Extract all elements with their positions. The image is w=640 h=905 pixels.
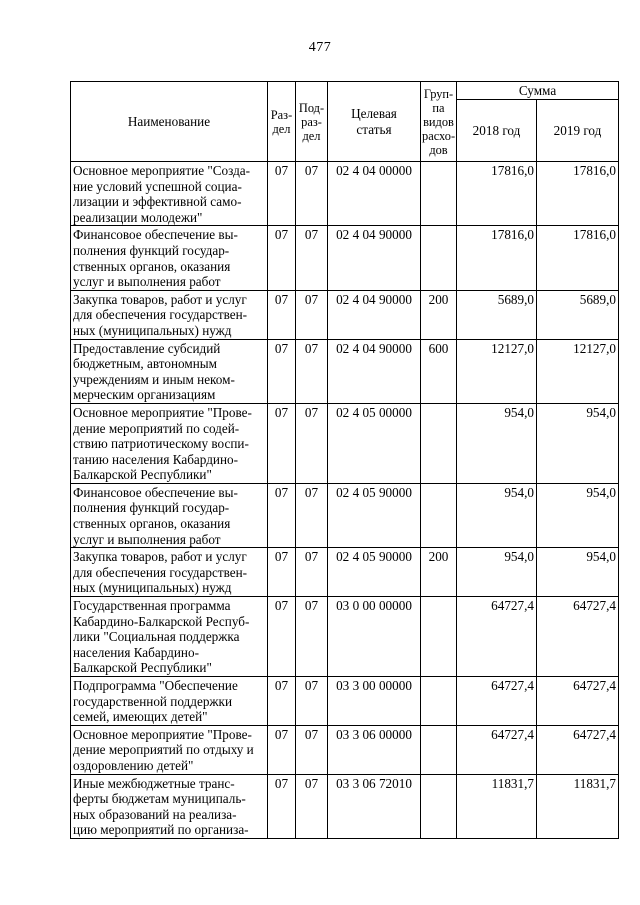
row-target xyxy=(328,677,421,726)
row-amount-2018 xyxy=(457,226,537,290)
row-name-text: Закупка товаров, работ и услуг для обеспечения государствен- ных (муниципальных) нужд xyxy=(73,291,248,338)
row-target xyxy=(328,226,421,290)
row-amount-2019-text: 954,0 xyxy=(586,549,616,565)
row-name xyxy=(71,774,268,838)
row-amount-2019-text: 11831,7 xyxy=(573,775,616,791)
row-amount-2018 xyxy=(457,162,537,226)
row-subsection-text: 07 xyxy=(304,549,319,565)
row-amount-2018-text: 17816,0 xyxy=(491,163,534,178)
row-amount-2018-text: 12127,0 xyxy=(491,340,534,356)
row-group-text: 200 xyxy=(428,291,449,307)
row-amount-2018-text: 64727,4 xyxy=(491,678,534,693)
row-section xyxy=(268,290,296,339)
row-section-text: 07 xyxy=(274,726,289,742)
row-group xyxy=(421,597,457,677)
row-target-text: 03 0 00 00000 xyxy=(336,598,412,614)
row-name xyxy=(71,483,268,547)
row-name xyxy=(71,226,268,290)
row-target xyxy=(328,774,421,838)
header-year-2018: 2018 год xyxy=(457,100,537,162)
table-row xyxy=(71,339,619,403)
row-amount-2019-text: 64727,4 xyxy=(573,726,616,742)
table-row xyxy=(71,162,619,226)
row-name-text: Финансовое обеспечение вы- полнения функций государ- ственных органов, оказания услуг и выполнения работ xyxy=(73,227,238,290)
header-year-2019: 2019 год xyxy=(537,100,619,162)
row-amount-2018 xyxy=(457,677,537,726)
row-section xyxy=(268,162,296,226)
row-amount-2018 xyxy=(457,483,537,547)
row-amount-2018-text: 954,0 xyxy=(504,404,534,420)
row-section-text: 07 xyxy=(274,598,289,614)
row-subsection-text: 07 xyxy=(304,678,319,693)
header-sum: Сумма xyxy=(457,82,619,100)
row-target-text: 02 4 04 00000 xyxy=(336,163,412,178)
row-target-text: 03 3 00 00000 xyxy=(336,678,412,693)
row-target xyxy=(328,162,421,226)
row-target xyxy=(328,548,421,597)
row-group xyxy=(421,290,457,339)
row-target-text: 02 4 05 00000 xyxy=(336,404,412,420)
row-name-text: Финансовое обеспечение вы- полнения функций государ- ственных органов, оказания услуг и выполнения работ xyxy=(73,484,238,547)
row-section xyxy=(268,226,296,290)
row-subsection-text: 07 xyxy=(304,598,319,614)
row-name-text: Подпрограмма "Обеспечение государственной поддержки семей, имеющих детей" xyxy=(73,678,238,725)
header-subsection: Под- раз- дел xyxy=(296,82,328,162)
row-section-text: 07 xyxy=(274,404,289,420)
row-group xyxy=(421,677,457,726)
row-subsection-text: 07 xyxy=(304,227,319,243)
row-group xyxy=(421,483,457,547)
row-subsection xyxy=(296,290,328,339)
row-name-text: Основное мероприятие "Созда- ние условий успешной социа- лизации и эффективной само- реализации молодежи" xyxy=(73,163,251,225)
row-name-text: Закупка товаров, работ и услуг для обеспечения государствен- ных (муниципальных) нужд xyxy=(73,549,248,596)
row-group xyxy=(421,339,457,403)
row-section xyxy=(268,677,296,726)
table-row xyxy=(71,548,619,597)
row-section-text: 07 xyxy=(274,163,289,178)
row-subsection-text: 07 xyxy=(304,291,319,307)
row-subsection-text: 07 xyxy=(304,775,319,791)
row-amount-2019-text: 954,0 xyxy=(586,404,616,420)
row-amount-2019-text: 954,0 xyxy=(586,484,616,500)
row-amount-2019-text: 17816,0 xyxy=(573,163,616,178)
row-amount-2019-text: 5689,0 xyxy=(579,291,616,307)
row-subsection xyxy=(296,677,328,726)
row-subsection xyxy=(296,774,328,838)
row-target xyxy=(328,290,421,339)
row-section xyxy=(268,403,296,483)
row-amount-2019 xyxy=(537,403,619,483)
row-section-text: 07 xyxy=(274,227,289,243)
row-group xyxy=(421,226,457,290)
page-number: 477 xyxy=(308,40,332,55)
row-amount-2019 xyxy=(537,677,619,726)
row-amount-2019 xyxy=(537,725,619,774)
table-row xyxy=(71,226,619,290)
row-name xyxy=(71,548,268,597)
table-row xyxy=(71,290,619,339)
table-row xyxy=(71,483,619,547)
table-row xyxy=(71,403,619,483)
row-amount-2018-text: 64727,4 xyxy=(491,726,534,742)
row-name xyxy=(71,725,268,774)
row-section-text: 07 xyxy=(274,340,289,356)
budget-table xyxy=(70,81,619,839)
row-group xyxy=(421,725,457,774)
header-target: Целевая статья xyxy=(328,82,421,162)
row-amount-2019 xyxy=(537,290,619,339)
row-subsection-text: 07 xyxy=(304,726,319,742)
row-target-text: 02 4 05 90000 xyxy=(336,549,412,565)
row-amount-2019-text: 64727,4 xyxy=(573,598,616,614)
row-section-text: 07 xyxy=(274,291,289,307)
row-name xyxy=(71,677,268,726)
header-group: Груп- па видов расхо- дов xyxy=(421,82,457,162)
row-amount-2018 xyxy=(457,403,537,483)
row-subsection-text: 07 xyxy=(304,404,319,420)
row-amount-2018 xyxy=(457,597,537,677)
row-target-text: 02 4 04 90000 xyxy=(336,340,412,356)
row-amount-2018 xyxy=(457,725,537,774)
row-name-text: Государственная программа Кабардино-Балкарской Респуб- лики "Социальная поддержка населения Кабардино- Балкарской Республики" xyxy=(73,598,250,676)
table-row xyxy=(71,774,619,838)
header-name: Наименование xyxy=(71,82,268,162)
row-amount-2018 xyxy=(457,290,537,339)
row-amount-2018-text: 11831,7 xyxy=(491,775,534,791)
row-target-text: 02 4 04 90000 xyxy=(336,291,412,307)
row-amount-2018-text: 954,0 xyxy=(504,549,534,565)
table-header xyxy=(71,82,619,162)
row-subsection-text: 07 xyxy=(304,163,319,178)
row-amount-2019 xyxy=(537,339,619,403)
table-row xyxy=(71,597,619,677)
row-name xyxy=(71,597,268,677)
row-amount-2018-text: 5689,0 xyxy=(497,291,534,307)
row-subsection xyxy=(296,226,328,290)
row-target-text: 02 4 04 90000 xyxy=(336,227,412,243)
row-amount-2019-text: 12127,0 xyxy=(573,340,616,356)
row-amount-2019 xyxy=(537,597,619,677)
row-subsection-text: 07 xyxy=(304,340,319,356)
row-section xyxy=(268,597,296,677)
row-target xyxy=(328,725,421,774)
row-target xyxy=(328,597,421,677)
row-amount-2018 xyxy=(457,339,537,403)
row-section xyxy=(268,483,296,547)
row-target xyxy=(328,339,421,403)
row-section xyxy=(268,339,296,403)
row-subsection xyxy=(296,403,328,483)
table-row xyxy=(71,677,619,726)
row-target xyxy=(328,483,421,547)
row-name xyxy=(71,290,268,339)
header-section: Раз- дел xyxy=(268,82,296,162)
row-amount-2018-text: 64727,4 xyxy=(491,598,534,614)
table-row xyxy=(71,725,619,774)
row-group-text: 200 xyxy=(428,549,449,565)
row-section xyxy=(268,774,296,838)
row-amount-2019 xyxy=(537,483,619,547)
row-section xyxy=(268,725,296,774)
row-name xyxy=(71,403,268,483)
row-target-text: 02 4 05 90000 xyxy=(336,484,412,500)
row-section-text: 07 xyxy=(274,484,289,500)
row-amount-2019 xyxy=(537,162,619,226)
row-amount-2019 xyxy=(537,774,619,838)
row-amount-2019-text: 64727,4 xyxy=(573,678,616,693)
row-name-text: Предоставление субсидий бюджетным, автономным учреждениям и иным неком- мерческим организациям xyxy=(73,340,235,403)
row-target-text: 03 3 06 00000 xyxy=(336,726,412,742)
row-subsection xyxy=(296,483,328,547)
row-subsection-text: 07 xyxy=(304,484,319,500)
row-section-text: 07 xyxy=(274,549,289,565)
row-name-text: Основное мероприятие "Прове- дение мероприятий по отдыху и оздоровлению детей" xyxy=(73,726,254,773)
row-name xyxy=(71,162,268,226)
row-section xyxy=(268,548,296,597)
row-amount-2018 xyxy=(457,774,537,838)
row-amount-2018 xyxy=(457,548,537,597)
row-subsection xyxy=(296,597,328,677)
row-name-text: Иные межбюджетные транс- ферты бюджетам муниципаль- ных образований на реализа- цию мероприятий по организа- xyxy=(73,775,249,838)
row-group-text: 600 xyxy=(428,340,449,356)
row-name-text: Основное мероприятие "Прове- дение мероприятий по содей- ствию патриотическому воспи- танию населения Кабардино- Балкарской Республики" xyxy=(73,404,252,483)
row-target-text: 03 3 06 72010 xyxy=(336,775,412,791)
row-section-text: 07 xyxy=(274,775,289,791)
row-name xyxy=(71,339,268,403)
row-subsection xyxy=(296,339,328,403)
row-amount-2019-text: 17816,0 xyxy=(573,227,616,243)
row-amount-2019 xyxy=(537,548,619,597)
row-target xyxy=(328,403,421,483)
row-subsection xyxy=(296,162,328,226)
row-group xyxy=(421,403,457,483)
row-group xyxy=(421,548,457,597)
row-group xyxy=(421,162,457,226)
row-group xyxy=(421,774,457,838)
table-body xyxy=(71,162,619,839)
row-amount-2018-text: 954,0 xyxy=(504,484,534,500)
row-amount-2018-text: 17816,0 xyxy=(491,227,534,243)
row-section-text: 07 xyxy=(274,678,289,693)
row-subsection xyxy=(296,725,328,774)
row-subsection xyxy=(296,548,328,597)
row-amount-2019 xyxy=(537,226,619,290)
